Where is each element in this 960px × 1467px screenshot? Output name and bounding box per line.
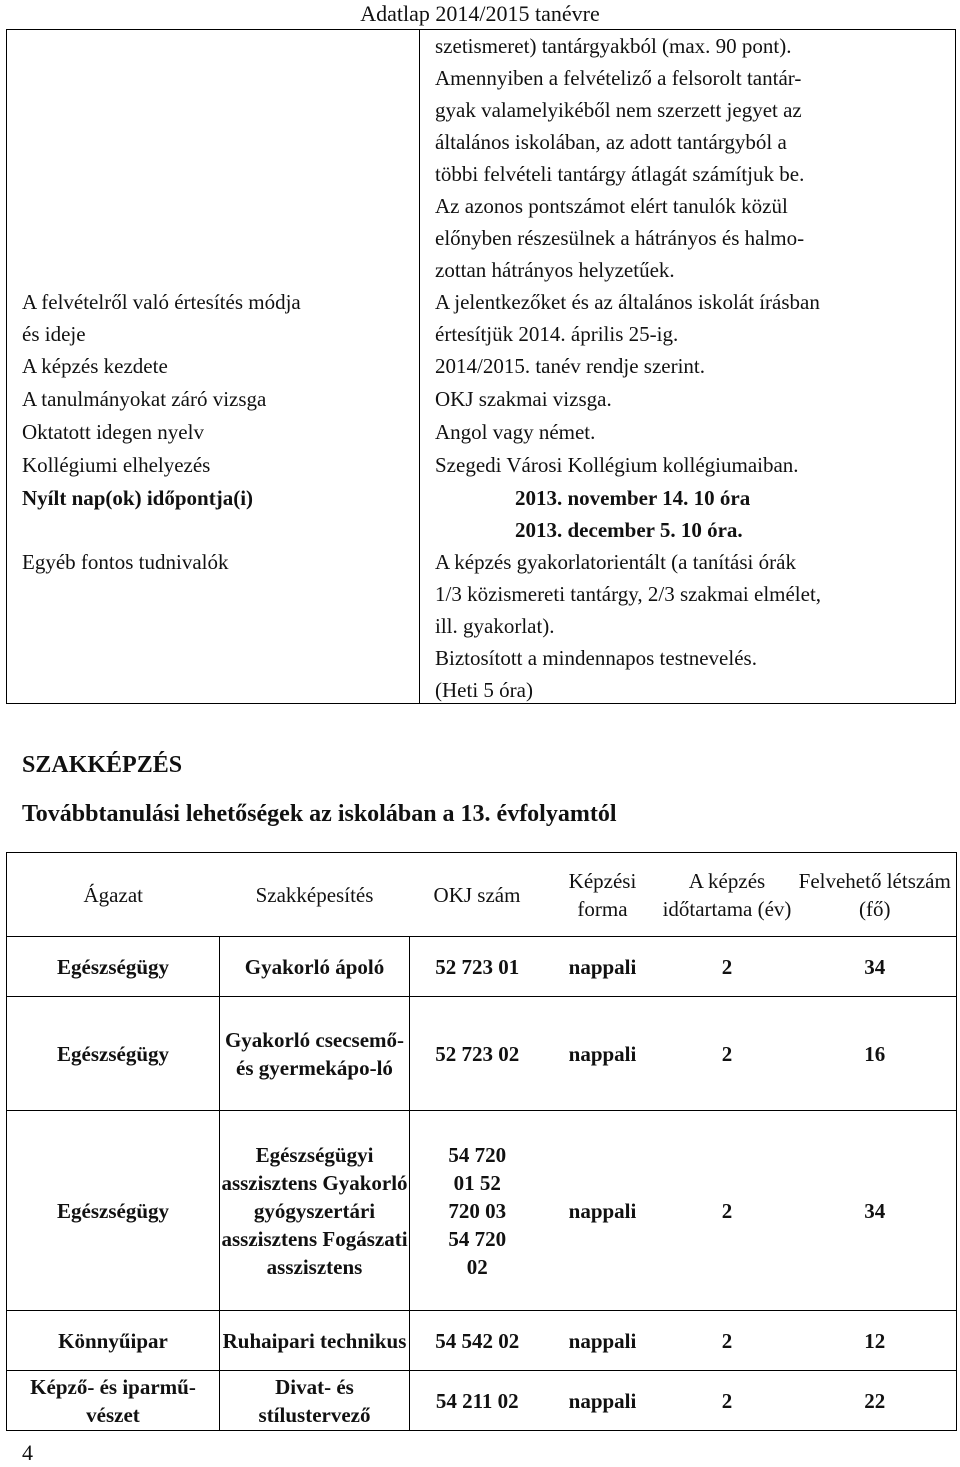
- cell-szak: Divat- és stílustervező: [220, 1371, 410, 1431]
- value-line: értesítjük 2014. április 25-ig.: [435, 322, 679, 346]
- cell-szak: Egészségügyi asszisztens Gyakorló gyógyszertári asszisztens Fogászati asszisztens: [220, 1111, 410, 1311]
- header-szakkepesites: Szakképesítés: [220, 853, 410, 937]
- cell-ido: 2: [661, 1371, 794, 1431]
- table-row: [7, 937, 957, 997]
- row-label-open-day: Nyílt nap(ok) időpontja(i): [22, 486, 254, 510]
- text-line: Amennyiben a felvételiző a felsorolt tantár-: [435, 66, 802, 90]
- row-value-other: [435, 546, 947, 706]
- cell-agazat: Egészségügy: [7, 1111, 220, 1311]
- cell-letszam: 16: [794, 997, 957, 1111]
- value-line: Biztosított a mindennapos testnevelés.: [435, 646, 757, 670]
- cell-letszam: 12: [794, 1311, 957, 1371]
- row-label-notification: [22, 286, 412, 350]
- table-row: [7, 997, 957, 1111]
- cell-okj: 54 720 01 52 720 03 54 720 02: [410, 1111, 545, 1311]
- value-line: A jelentkezőket és az általános iskolát írásban: [435, 290, 820, 314]
- label-line: és ideje: [22, 322, 86, 346]
- value-line: (Heti 5 óra): [435, 678, 533, 702]
- row-value-open-day: [515, 482, 935, 546]
- cell-okj: 52 723 01: [410, 937, 545, 997]
- cell-forma: nappali: [545, 937, 661, 997]
- info-table: [6, 29, 956, 704]
- cell-forma: nappali: [545, 1311, 661, 1371]
- row-value-notification: [435, 286, 947, 350]
- row-value-language: Angol vagy német.: [435, 420, 596, 444]
- cell-forma: nappali: [545, 1371, 661, 1431]
- section-title: SZAKKÉPZÉS: [22, 752, 183, 778]
- label-line: A felvételről való értesítés módja: [22, 290, 301, 314]
- cell-letszam: 34: [794, 1111, 957, 1311]
- text-line: gyak valamelyikéből nem szerzett jegyet az: [435, 98, 802, 122]
- cell-agazat: Egészségügy: [7, 997, 220, 1111]
- cell-szak: Ruhaipari technikus: [220, 1311, 410, 1371]
- value-line: ill. gyakorlat).: [435, 614, 555, 638]
- value-line: A képzés gyakorlatorientált (a tanítási órák: [435, 550, 796, 574]
- row-label-language: Oktatott idegen nyelv: [22, 420, 204, 444]
- cell-szak: Gyakorló csecsemő- és gyermekápo-ló: [220, 997, 410, 1111]
- row-label-dormitory: Kollégiumi elhelyezés: [22, 453, 211, 477]
- row-label-start: A képzés kezdete: [22, 354, 168, 378]
- cell-szak: Gyakorló ápoló: [220, 937, 410, 997]
- value-line: 1/3 közismereti tantárgy, 2/3 szakmai elmélet,: [435, 582, 822, 606]
- cell-okj: 54 211 02: [410, 1371, 545, 1431]
- cell-agazat: Képző- és iparmű-vészet: [7, 1371, 220, 1431]
- continuation-text: [435, 30, 947, 286]
- cell-ido: 2: [661, 1311, 794, 1371]
- row-value-start: 2014/2015. tanév rendje szerint.: [435, 354, 706, 378]
- row-value-dormitory: Szegedi Városi Kollégium kollégiumaiban.: [435, 453, 799, 477]
- text-line: előnyben részesülnek a hátrányos és halmo-: [435, 226, 805, 250]
- column-divider: [419, 30, 420, 703]
- header-idotartam: A képzés időtartama (év): [661, 853, 794, 937]
- table-row: [7, 1311, 957, 1371]
- table-row: [7, 1111, 957, 1311]
- header-forma: Képzési forma: [545, 853, 661, 937]
- cell-letszam: 34: [794, 937, 957, 997]
- text-line: általános iskolában, az adott tantárgyból a: [435, 130, 787, 154]
- row-value-exam: OKJ szakmai vizsga.: [435, 387, 612, 411]
- header-okj: OKJ szám: [410, 853, 545, 937]
- cell-agazat: Könnyűipar: [7, 1311, 220, 1371]
- cell-ido: 2: [661, 937, 794, 997]
- cell-ido: 2: [661, 997, 794, 1111]
- table-row: [7, 1371, 957, 1431]
- page-header: Adatlap 2014/2015 tanévre: [360, 1, 600, 26]
- text-line: többi felvételi tantárgy átlagát számítjuk be.: [435, 162, 805, 186]
- row-label-other: Egyéb fontos tudnivalók: [22, 550, 229, 574]
- section-subtitle: Továbbtanulási lehetőségek az iskolában a 13. évfolyamtól: [22, 801, 617, 827]
- header-agazat: Ágazat: [7, 853, 220, 937]
- page-number: 4: [22, 1440, 33, 1465]
- row-label-exam: A tanulmányokat záró vizsga: [22, 387, 267, 411]
- text-line: Az azonos pontszámot elért tanulók közül: [435, 194, 788, 218]
- cell-letszam: 22: [794, 1371, 957, 1431]
- cell-forma: nappali: [545, 1111, 661, 1311]
- text-line: zottan hátrányos helyzetűek.: [435, 258, 675, 282]
- value-line: 2013. december 5. 10 óra.: [515, 518, 743, 542]
- header-letszam: Felvehető létszám (fő): [794, 853, 957, 937]
- training-table: [6, 852, 957, 1431]
- cell-forma: nappali: [545, 997, 661, 1111]
- cell-ido: 2: [661, 1111, 794, 1311]
- cell-okj: 52 723 02: [410, 997, 545, 1111]
- cell-okj: 54 542 02: [410, 1311, 545, 1371]
- text-line: szetismeret) tantárgyakból (max. 90 pont).: [435, 34, 792, 58]
- value-line: 2013. november 14. 10 óra: [515, 486, 751, 510]
- cell-agazat: Egészségügy: [7, 937, 220, 997]
